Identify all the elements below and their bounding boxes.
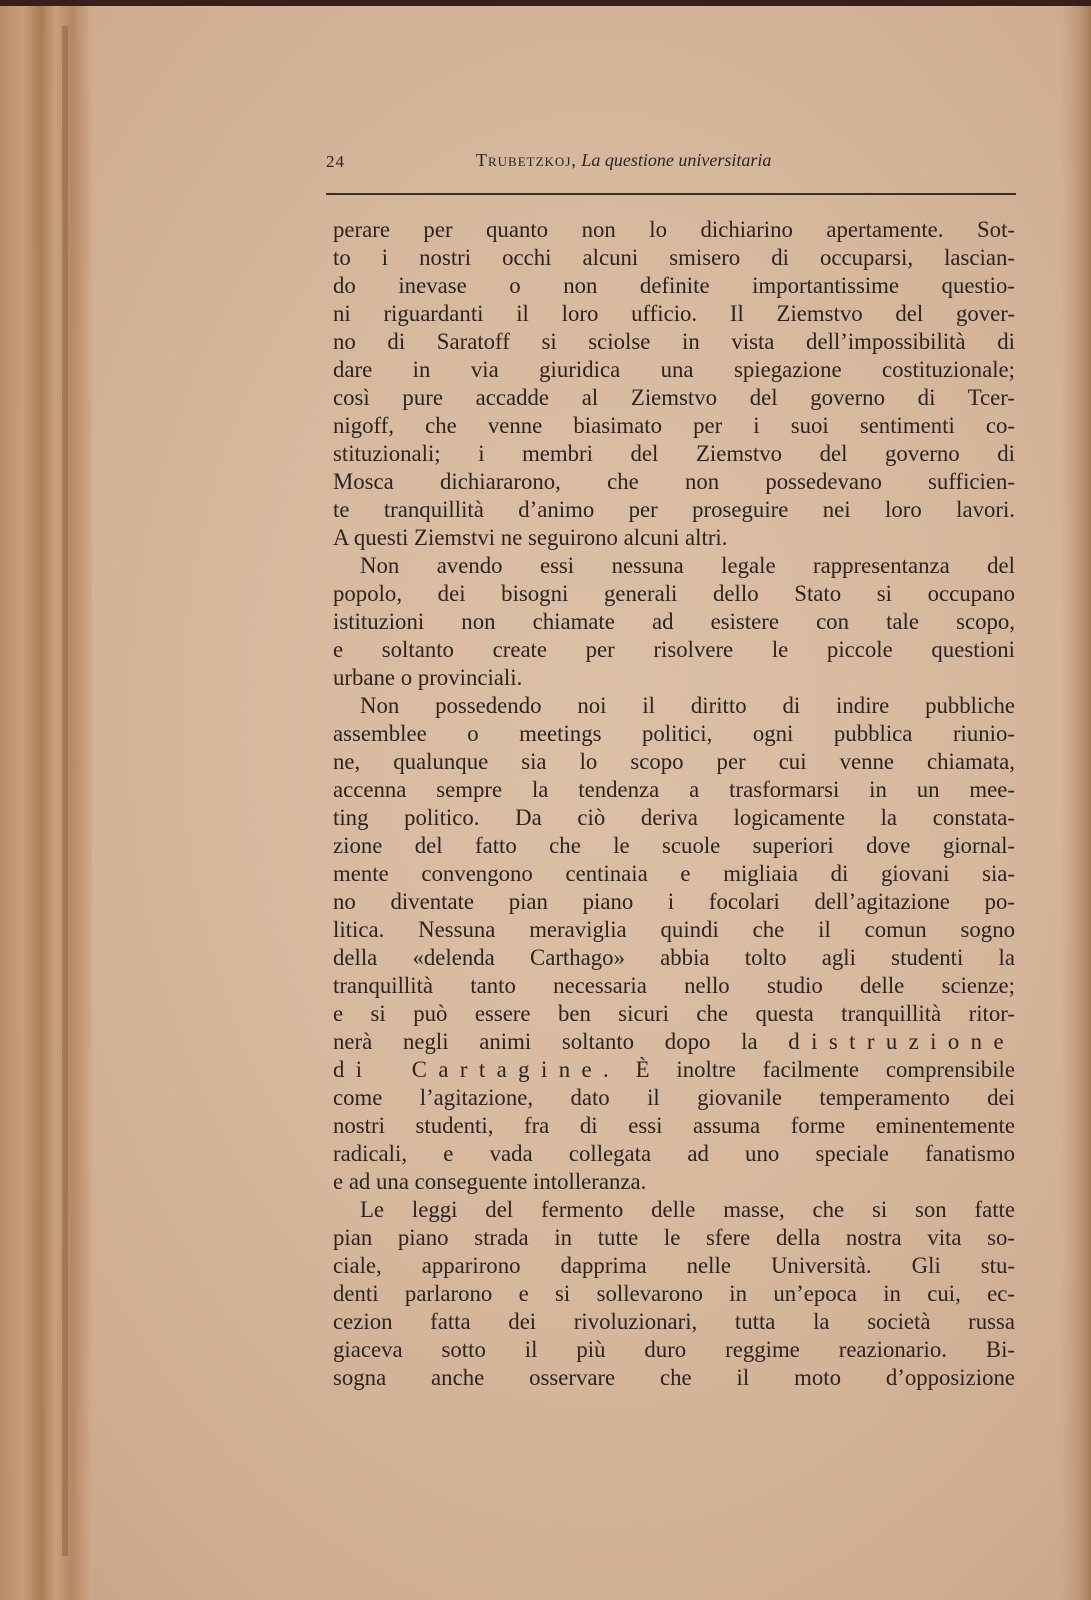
page-number: 24 — [326, 152, 345, 171]
text-line: e si può essere ben sicuri che questa tranquillità ritor- — [333, 1001, 1015, 1026]
header-rule — [326, 193, 1016, 195]
text-line: dare in via giuridica una spiegazione costituzionale; — [333, 357, 1015, 382]
spaced-emphasis: distruzione — [788, 1029, 1015, 1054]
text-line: to i nostri occhi alcuni smisero di occuparsi, lascian- — [333, 245, 1015, 270]
running-title-work: La questione universitaria — [581, 150, 772, 170]
text-line: istituzioni non chiamate ad esistere con tale scopo, — [333, 609, 1015, 634]
page-edge-right — [1061, 6, 1091, 1600]
text-line — [333, 1056, 1015, 1084]
text-line: della «delenda Carthago» abbia tolto agli studenti la — [333, 945, 1015, 970]
paragraph-start-line: Le leggi del fermento delle masse, che si son fatte — [360, 1197, 1015, 1222]
text-line: radicali, e vada collegata ad uno speciale fanatismo — [333, 1141, 1015, 1166]
running-title — [476, 150, 771, 171]
text-segment: . È inoltre facilmente comprensibile — [603, 1057, 1015, 1082]
text-line: accenna sempre la tendenza a trasformarsi in un mee- — [333, 777, 1015, 802]
text-line: come l’agitazione, dato il giovanile temperamento dei — [333, 1085, 1015, 1110]
text-line: stituzionali; i membri del Ziemstvo del governo di — [333, 441, 1015, 466]
text-line: nigoff, che venne biasimato per i suoi sentimenti co- — [333, 413, 1015, 438]
text-line: ciale, apparirono dapprima nelle Università. Gli stu- — [333, 1253, 1015, 1278]
paragraph-end-line: e ad una conseguente intolleranza. — [333, 1169, 647, 1194]
text-line: così pure accadde al Ziemstvo del governo di Tcer- — [333, 385, 1015, 410]
text-line: Mosca dichiararono, che non possedevano sufficien- — [333, 469, 1015, 494]
text-line: pian piano strada in tutte le sfere della nostra vita so- — [333, 1225, 1015, 1250]
text-segment: nerà negli animi soltanto dopo la — [333, 1029, 789, 1054]
text-line: mente convengono centinaia e migliaia di giovani sia- — [333, 861, 1015, 886]
paragraph-start-line: Non avendo essi nessuna legale rappresentanza del — [360, 553, 1015, 578]
text-line: no diventate pian piano i focolari dell’agitazione po- — [333, 889, 1015, 914]
text-line: no di Saratoff si sciolse in vista dell’impossibilità di — [333, 329, 1015, 354]
running-header — [326, 146, 1008, 176]
text-line: popolo, dei bisogni generali dello Stato si occupano — [333, 581, 1015, 606]
text-line: sogna anche osservare che il moto d’opposizione — [333, 1365, 1015, 1390]
text-line: do inevase o non definite importantissime questio- — [333, 273, 1015, 298]
text-line: litica. Nessuna meraviglia quindi che il comun sogno — [333, 917, 1015, 942]
text-line: cezion fatta dei rivoluzionari, tutta la società russa — [333, 1309, 1015, 1334]
text-line: te tranquillità d’animo per proseguire nei loro lavori. — [333, 497, 1015, 522]
paragraph-end-line: A questi Ziemstvi ne seguirono alcuni altri. — [333, 525, 728, 550]
page-stack-edge-left — [0, 6, 92, 1600]
text-line: assemblee o meetings politici, ogni pubblica riunio- — [333, 721, 1015, 746]
text-line: denti parlarono e si sollevarono in un’epoca in cui, ec- — [333, 1281, 1015, 1306]
text-line: zione del fatto che le scuole superiori dove giornal- — [333, 833, 1015, 858]
spaced-emphasis: di Cartagine — [333, 1057, 604, 1082]
text-line — [333, 1028, 1015, 1056]
text-line: perare per quanto non lo dichiarino apertamente. Sot- — [333, 217, 1015, 242]
text-line: ni riguardanti il loro ufficio. Il Ziemstvo del gover- — [333, 301, 1015, 326]
text-line: ting politico. Da ciò deriva logicamente la constata- — [333, 805, 1015, 830]
body-text — [333, 216, 1015, 1392]
paragraph-start-line: Non possedendo noi il diritto di indire pubbliche — [360, 693, 1015, 718]
text-line: e soltanto create per risolvere le piccole questioni — [333, 637, 1015, 662]
text-line: ne, qualunque sia lo scopo per cui venne chiamata, — [333, 749, 1015, 774]
paragraph-end-line: urbane o provinciali. — [333, 665, 523, 690]
text-line: tranquillità tanto necessaria nello studio delle scienze; — [333, 973, 1015, 998]
text-line: nostri studenti, fra di essi assuma forme eminentemente — [333, 1113, 1015, 1138]
text-line: giaceva sotto il più duro reggime reazionario. Bi- — [333, 1337, 1015, 1362]
running-title-author: Trubetzkoj, — [476, 150, 577, 170]
